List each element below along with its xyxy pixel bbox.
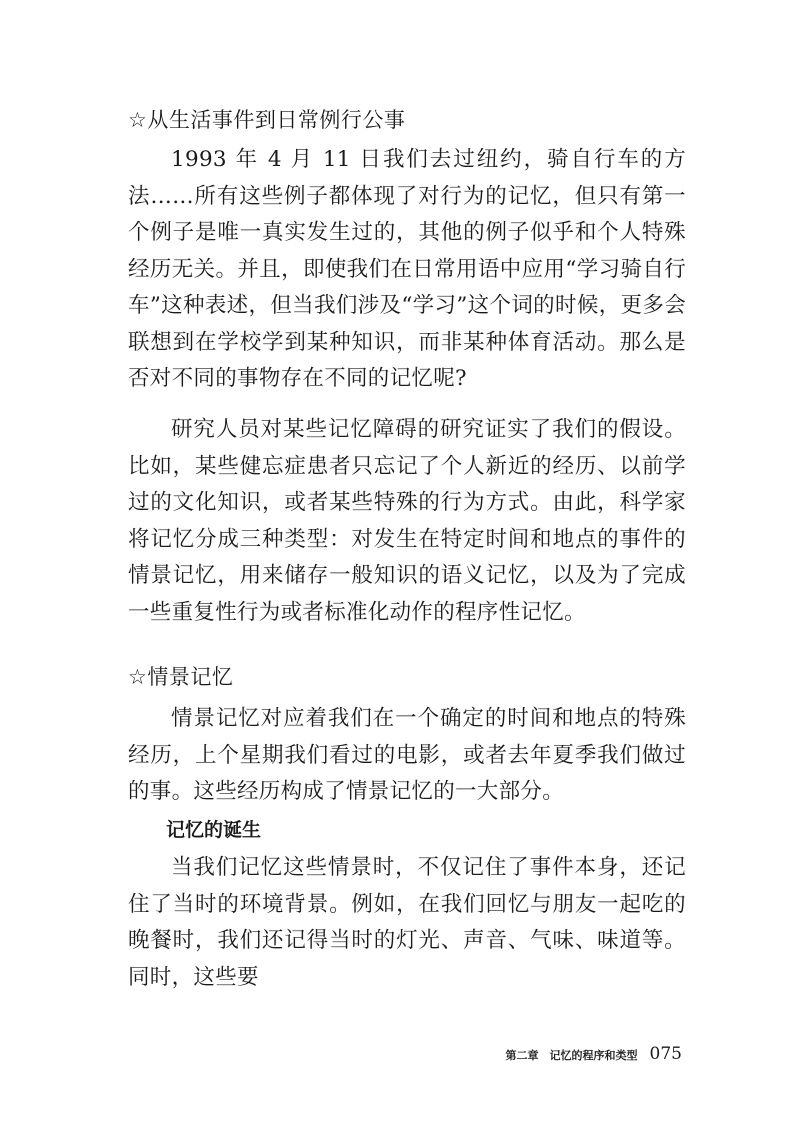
section-heading-daily-routine: ☆从生活事件到日常例行公事 <box>128 108 406 132</box>
paragraph-episodic-memory: 情景记忆对应着我们在一个确定的时间和地点的特殊经历，上个星期我们看过的电影，或者去年夏季我们做过的事。这些经历构成了情景记忆的一大部分。 <box>128 706 686 804</box>
page-number: 075 <box>649 1044 682 1064</box>
sub-heading-birth-of-memory: 记忆的诞生 <box>166 819 262 841</box>
paragraph-examples: 1993 年 4 月 11 日我们去过纽约，骑自行车的方法……所有这些例子都体现了对行为的记忆，但只有第一个例子是唯一真实发生过的，其他的例子似乎和个人特殊经历无关。并且，即使我们在日常用语中应用“学习骑自行车”这种表述，但当我们涉及“学习”这个词的时候，更多会联想到在学校学到某种知识，而非某种体育活动。那么是否对不同的事物存在不同的记忆呢? <box>128 147 686 391</box>
page-footer <box>506 1044 682 1064</box>
section-heading-episodic-memory: ☆情景记忆 <box>128 665 234 689</box>
paragraph-recall-context: 当我们记忆这些情景时，不仅记住了事件本身，还记住了当时的环境背景。例如，在我们回忆与朋友一起吃的晚餐时，我们还记得当时的灯光、声音、气味、味道等。同时，这些要 <box>128 855 686 990</box>
paragraph-research: 研究人员对某些记忆障碍的研究证实了我们的假设。比如，某些健忘症患者只忘记了个人新近的经历、以前学过的文化知识，或者某些特殊的行为方式。由此，科学家将记忆分成三种类型：对发生在特定时间和地点的事件的情景记忆，用来储存一般知识的语义记忆，以及为了完成一些重复性行为或者标准化动作的程序性记忆。 <box>128 417 686 625</box>
chapter-title: 第二章 记忆的程序和类型 <box>505 1049 638 1062</box>
